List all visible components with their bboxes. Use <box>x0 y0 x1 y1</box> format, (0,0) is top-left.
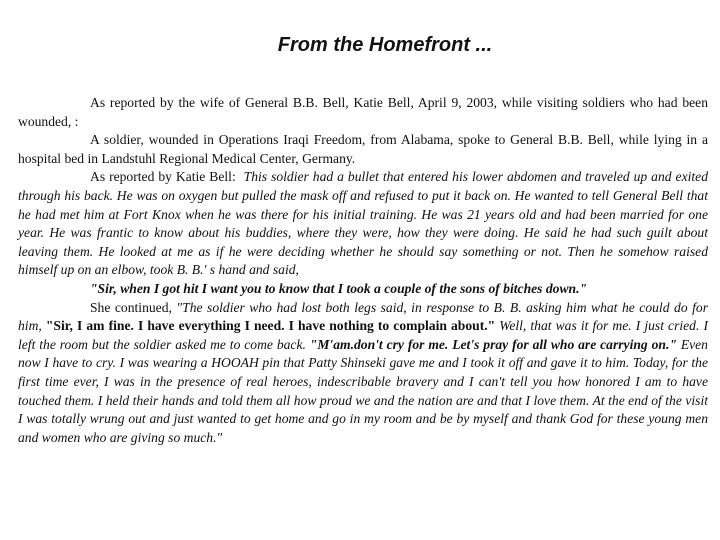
paragraph-2-body: This soldier had a bullet that entered his lower abdomen and traveled up and exited through his back. He was on oxygen but pulled the mask off and refused to put it back on. He wanted to tell General Bell that he had met him at Fort Knox when he was there for his initial training. He was 21 years old and had been married for one year. He was frantic to know about his buddies, where they were, how they were doing. He said he had such guilt about leaving them. He looked at me as if he were deciding whether he should say something or not. Then he somehow raised himself up on an elbow, took B. B.' s hand and said, <box>18 169 708 278</box>
quote-3-text: "M'am.don't cry for me. Let's pray for all who are carrying on." <box>309 336 677 352</box>
paragraph-1: A soldier, wounded in Operations Iraqi Freedom, from Alabama, spoke to General B.B. Bell, while lying in a hospital bed in Landstuhl Regional Medical Center, Germany. <box>18 132 708 166</box>
quote-1-text: "Sir, when I got hit I want you to know that I took a couple of the sons of bitches down." <box>90 280 588 296</box>
paragraph-3 <box>18 299 708 448</box>
quote-2-text: "Sir, I am fine. I have everything I need. I have nothing to complain about." <box>45 318 496 334</box>
paragraph-2 <box>18 168 708 280</box>
paragraph-3-part-b: Well, that was it for me. I just cried. I left the room but the soldier asked me to come back. <box>18 318 708 352</box>
paragraph-2-lead: As reported by Katie Bell: <box>90 169 236 185</box>
quote-1 <box>18 280 708 299</box>
paragraph-3-part-c: Even now I have to cry. I was wearing a HOOAH pin that Patty Shinseki gave me and I took it off and gave it to him. Today, for the first time ever, I was in the presence of real heroes, indescribable bravery and I can't tell you how honored I am to have touched them. I held their hands and told them all how proud we and the nation are and that I love them. At the end of the visit I was totally wrung out and just wanted to get home and go in my room and be by myself and thank God for these young men and women who are giving so much." <box>18 336 708 445</box>
paragraph-3-lead: She continued, <box>90 299 172 315</box>
article-body <box>18 94 708 447</box>
intro-paragraph: As reported by the wife of General B.B. Bell, Katie Bell, April 9, 2003, while visiting soldiers who had been wounded, : <box>18 95 708 129</box>
paragraph-3-part-a: "The soldier who had lost both legs said, in response to B. B. asking him what he could do for him, <box>18 299 708 334</box>
page-title: From the Homefront ... <box>277 34 493 56</box>
